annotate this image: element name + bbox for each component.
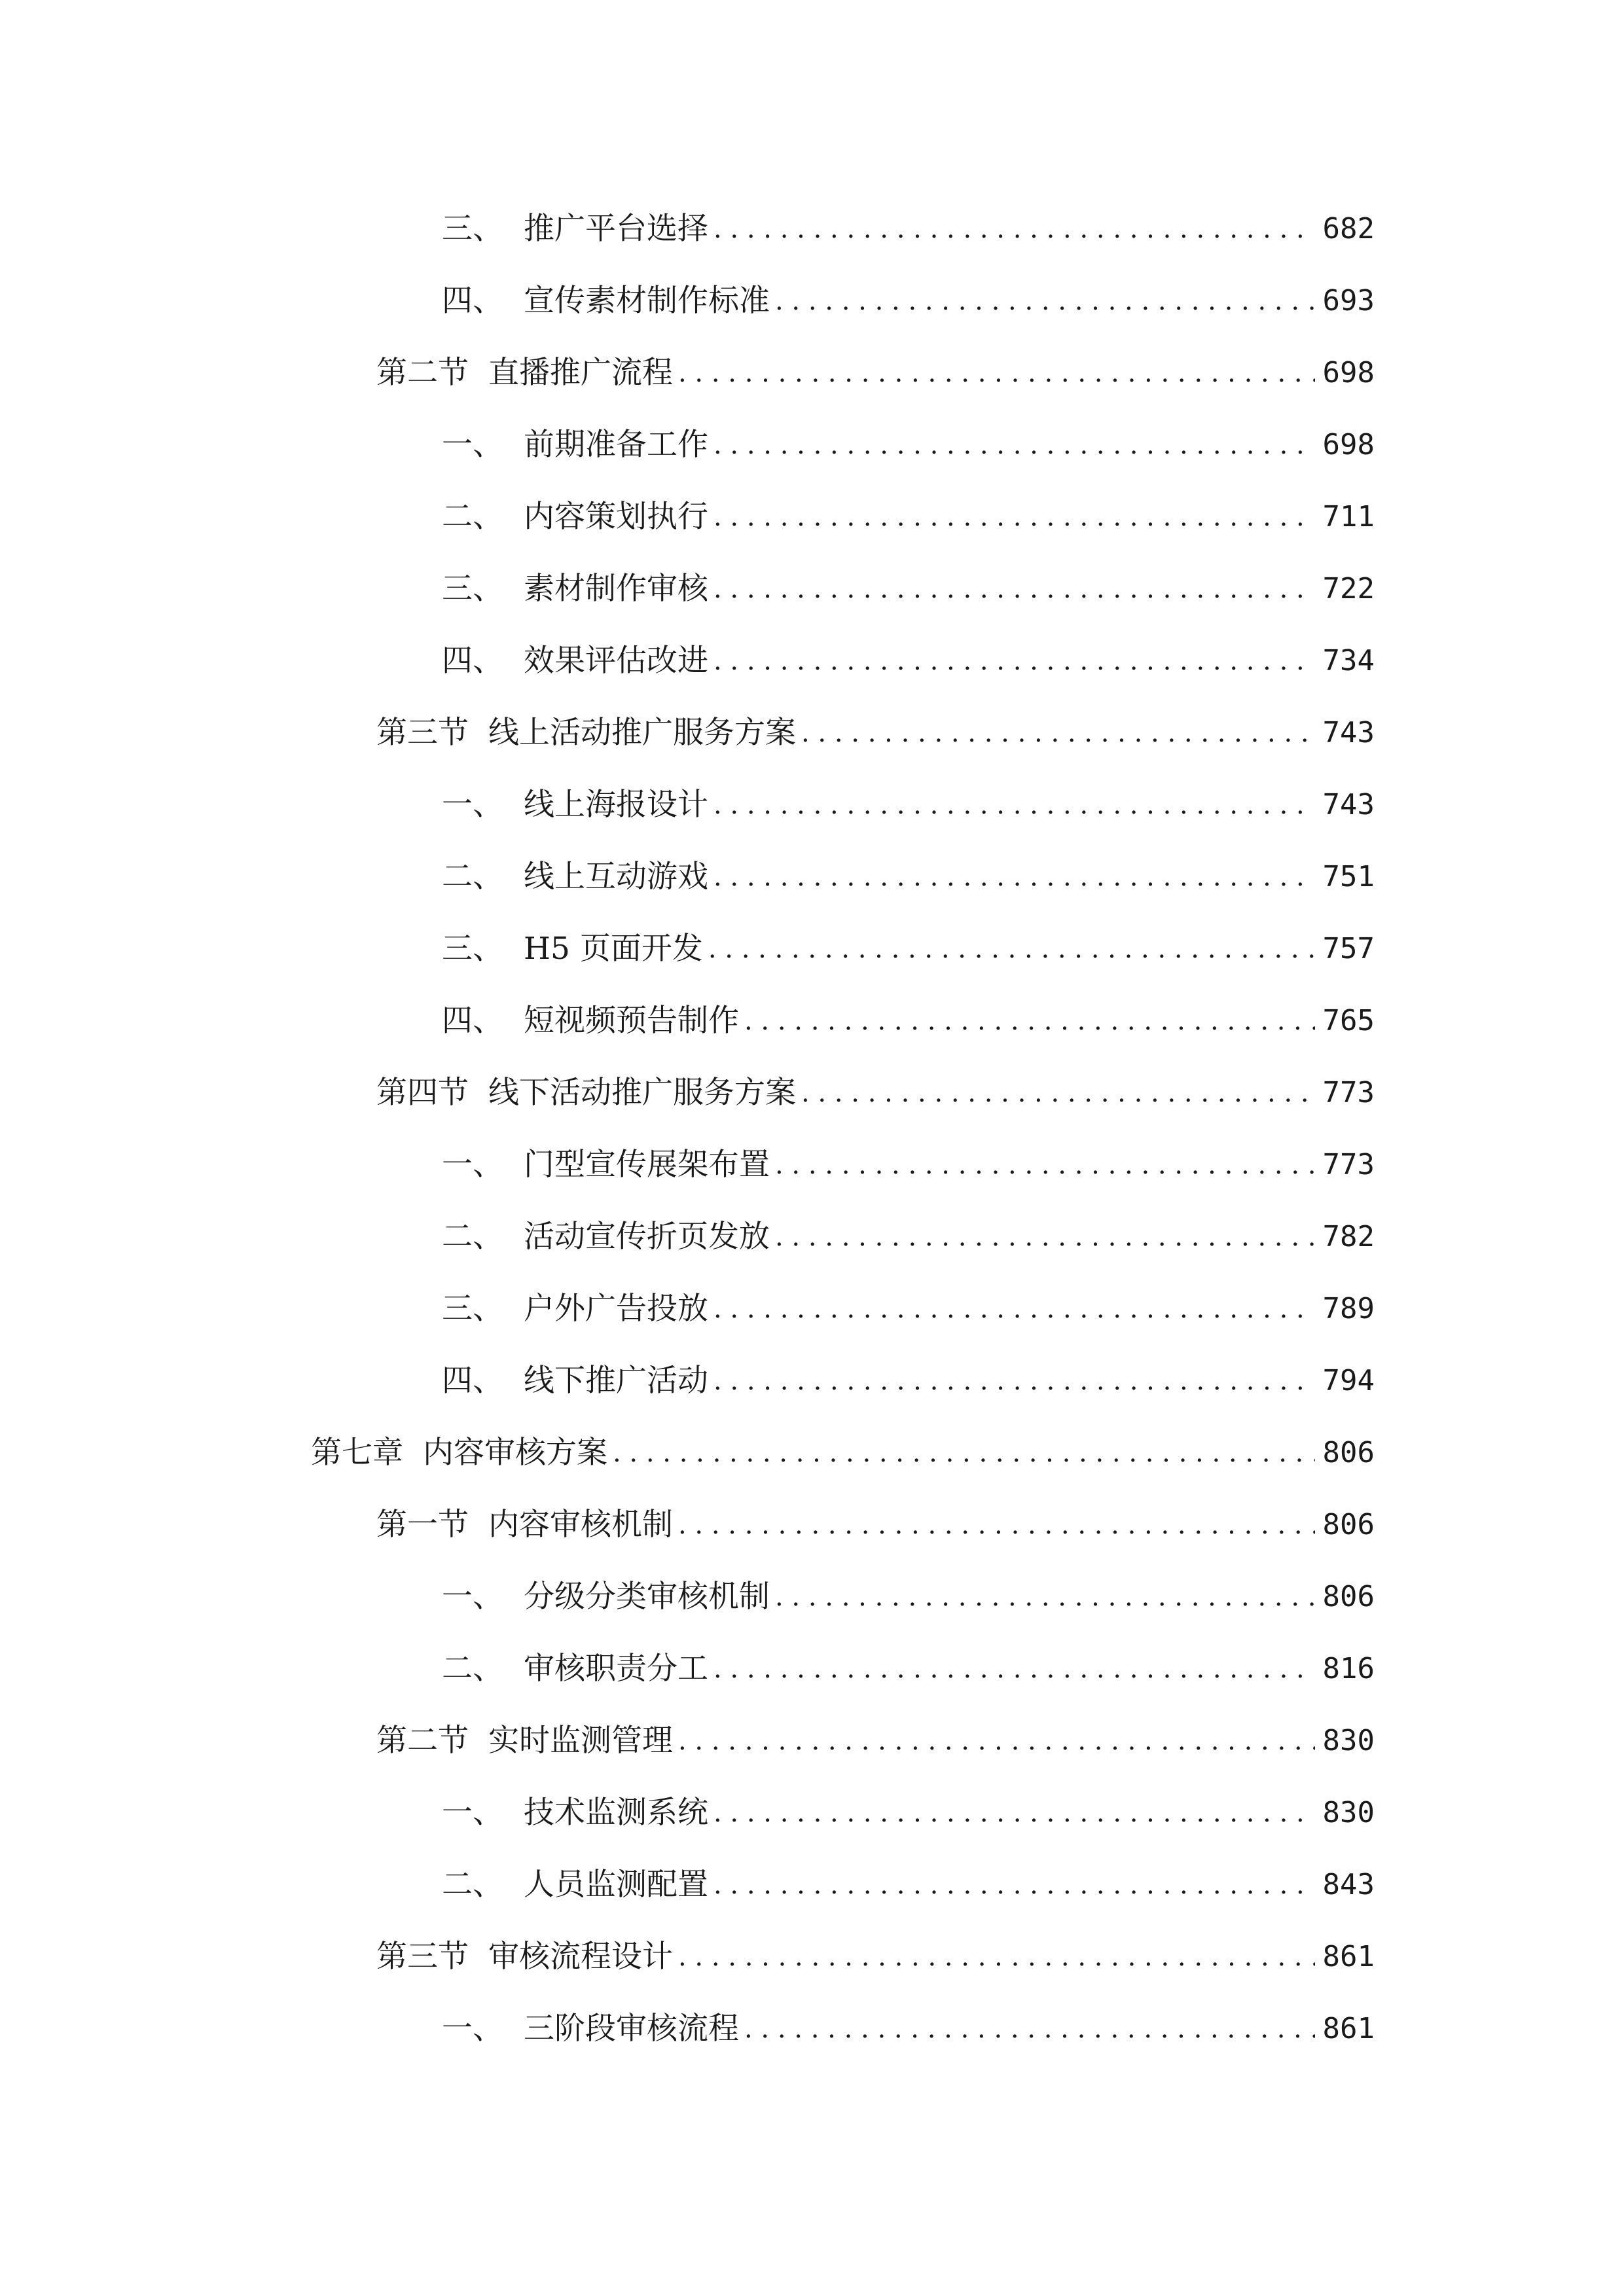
toc-entry-number: 二、 xyxy=(442,859,503,895)
toc-entry-number: 一、 xyxy=(442,427,503,463)
toc-entry[interactable] xyxy=(442,853,1375,901)
toc-entry[interactable] xyxy=(442,1573,1375,1621)
toc-entry-page: 773 xyxy=(1322,1076,1375,1109)
toc-entry[interactable] xyxy=(442,637,1375,685)
toc-dot-leader xyxy=(801,1069,1315,1117)
toc-entry[interactable] xyxy=(376,709,1375,757)
toc-entry-page: 743 xyxy=(1322,716,1375,749)
toc-entry-number: 第二节 xyxy=(376,1723,469,1759)
toc-entry-title: 效果评估改进 xyxy=(524,643,708,679)
toc-entry-number: 第三节 xyxy=(376,1939,469,1975)
toc-entry-title: 线下推广活动 xyxy=(524,1363,708,1399)
toc-entry[interactable] xyxy=(376,1501,1375,1549)
toc-dot-leader xyxy=(678,1717,1315,1765)
toc-entry-title: 素材制作审核 xyxy=(524,571,708,607)
toc-entry-title: 线上活动推广服务方案 xyxy=(488,715,796,751)
toc-entry[interactable] xyxy=(442,2005,1375,2053)
toc-dot-leader xyxy=(678,350,1315,397)
toc-entry-title: 内容策划执行 xyxy=(524,499,708,535)
toc-entry-title: 分级分类审核机制 xyxy=(524,1579,770,1615)
toc-entry-title: 技术监测系统 xyxy=(524,1795,708,1831)
toc-entry-title: 活动宣传折页发放 xyxy=(524,1219,770,1255)
toc-entry-page: 698 xyxy=(1322,428,1375,461)
toc-entry-number: 四、 xyxy=(442,1363,503,1399)
toc-entry-page: 693 xyxy=(1322,284,1375,317)
toc-dot-leader xyxy=(713,206,1315,253)
toc-entry-title: 户外广告投放 xyxy=(524,1291,708,1327)
toc-entry-title: 审核流程设计 xyxy=(488,1939,673,1975)
toc-entry-title: 内容审核机制 xyxy=(488,1507,673,1543)
toc-entry[interactable] xyxy=(442,278,1375,325)
toc-entry[interactable] xyxy=(442,1141,1375,1189)
toc-entry[interactable] xyxy=(442,1213,1375,1261)
toc-dot-leader xyxy=(713,565,1315,613)
toc-dot-leader xyxy=(775,1141,1315,1189)
toc-entry-page: 734 xyxy=(1322,644,1375,677)
toc-entry-title: 线上互动游戏 xyxy=(524,859,708,895)
toc-entry-page: 743 xyxy=(1322,788,1375,821)
toc-entry-number: 第四节 xyxy=(376,1075,469,1111)
toc-entry[interactable] xyxy=(442,1789,1375,1837)
toc-entry[interactable] xyxy=(442,1285,1375,1333)
toc-entry-title: 短视频预告制作 xyxy=(524,1003,739,1039)
toc-entry-page: 782 xyxy=(1322,1220,1375,1253)
toc-entry-page: 830 xyxy=(1322,1796,1375,1829)
toc-dot-leader xyxy=(678,1501,1315,1549)
toc-entry-page: 773 xyxy=(1322,1148,1375,1181)
toc-entry[interactable] xyxy=(442,997,1375,1045)
toc-dot-leader xyxy=(713,1285,1315,1333)
toc-entry-number: 第三节 xyxy=(376,715,469,751)
toc-dot-leader xyxy=(713,1861,1315,1909)
toc-entry-number: 二、 xyxy=(442,1219,503,1255)
toc-dot-leader xyxy=(775,278,1315,325)
toc-entry-page: 861 xyxy=(1322,1940,1375,1973)
toc-entry-page: 816 xyxy=(1322,1652,1375,1685)
toc-dot-leader xyxy=(713,1357,1315,1405)
toc-entry-number: 一、 xyxy=(442,1795,503,1831)
toc-entry-title: 宣传素材制作标准 xyxy=(524,283,770,319)
toc-dot-leader xyxy=(613,1429,1315,1477)
toc-entry-number: 三、 xyxy=(442,211,503,247)
toc-entry[interactable] xyxy=(442,1861,1375,1909)
toc-dot-leader xyxy=(775,1213,1315,1261)
toc-entry-page: 806 xyxy=(1322,1436,1375,1469)
toc-entry-page: 722 xyxy=(1322,572,1375,605)
toc-entry[interactable] xyxy=(442,565,1375,613)
toc-entry[interactable] xyxy=(376,1069,1375,1117)
toc-entry-title: 线上海报设计 xyxy=(524,787,708,823)
toc-entry[interactable] xyxy=(442,206,1375,253)
toc-entry-number: 第二节 xyxy=(376,355,469,391)
toc-entry[interactable] xyxy=(311,1429,1375,1477)
toc-entry-page: 757 xyxy=(1322,932,1375,965)
toc-entry[interactable] xyxy=(442,1645,1375,1693)
toc-entry[interactable] xyxy=(442,493,1375,541)
toc-dot-leader xyxy=(713,637,1315,685)
toc-entry-page: 765 xyxy=(1322,1004,1375,1037)
toc-entry-page: 806 xyxy=(1322,1580,1375,1613)
toc-entry-number: 一、 xyxy=(442,787,503,823)
toc-dot-leader xyxy=(713,853,1315,901)
toc-entry-number: 四、 xyxy=(442,283,503,319)
toc-dot-leader xyxy=(744,2005,1315,2053)
toc-entry-number: 一、 xyxy=(442,1147,503,1183)
toc-dot-leader xyxy=(713,1645,1315,1693)
toc-entry-number: 三、 xyxy=(442,571,503,607)
toc-entry-number: 二、 xyxy=(442,499,503,535)
toc-entry-number: 四、 xyxy=(442,1003,503,1039)
toc-entry-number: 第一节 xyxy=(376,1507,469,1543)
toc-entry-number: 一、 xyxy=(442,2011,503,2047)
toc-entry[interactable] xyxy=(442,781,1375,829)
toc-dot-leader xyxy=(775,1573,1315,1621)
toc-entry-number: 三、 xyxy=(442,931,503,967)
toc-dot-leader xyxy=(713,781,1315,829)
toc-entry-page: 751 xyxy=(1322,860,1375,893)
toc-entry-title: 推广平台选择 xyxy=(524,211,708,247)
toc-entry-number: 一、 xyxy=(442,1579,503,1615)
toc-entry-title: 内容审核方案 xyxy=(423,1435,607,1471)
toc-entry-title: 线下活动推广服务方案 xyxy=(488,1075,796,1111)
toc-dot-leader xyxy=(801,709,1315,757)
toc-entry-title: H5 页面开发 xyxy=(524,931,703,967)
toc-entry[interactable] xyxy=(442,925,1375,973)
toc-entry-page: 861 xyxy=(1322,2012,1375,2045)
toc-entry-page: 794 xyxy=(1322,1364,1375,1397)
toc-dot-leader xyxy=(744,997,1315,1045)
toc-entry-page: 830 xyxy=(1322,1724,1375,1757)
toc-entry-title: 审核职责分工 xyxy=(524,1651,708,1687)
toc-entry-number: 第七章 xyxy=(311,1435,403,1471)
toc-entry-page: 711 xyxy=(1322,500,1375,533)
toc-entry-number: 二、 xyxy=(442,1651,503,1687)
toc-entry[interactable] xyxy=(442,1357,1375,1405)
toc-entry-title: 直播推广流程 xyxy=(488,355,673,391)
toc-entry-page: 698 xyxy=(1322,356,1375,389)
toc-entry-page: 843 xyxy=(1322,1868,1375,1901)
toc-entry-page: 806 xyxy=(1322,1508,1375,1541)
toc-entry-page: 682 xyxy=(1322,212,1375,245)
toc-entry[interactable] xyxy=(376,350,1375,397)
toc-entry-page: 789 xyxy=(1322,1292,1375,1325)
toc-entry[interactable] xyxy=(376,1717,1375,1765)
toc-entry-title: 三阶段审核流程 xyxy=(524,2011,739,2047)
toc-entry[interactable] xyxy=(442,422,1375,469)
toc-entry-title: 实时监测管理 xyxy=(488,1723,673,1759)
toc-entry-number: 四、 xyxy=(442,643,503,679)
toc-dot-leader xyxy=(713,1789,1315,1837)
toc-entry-number: 三、 xyxy=(442,1291,503,1327)
toc-dot-leader xyxy=(708,925,1315,973)
toc-entry-number: 二、 xyxy=(442,1867,503,1903)
toc-dot-leader xyxy=(678,1933,1315,1981)
toc-entry-title: 门型宣传展架布置 xyxy=(524,1147,770,1183)
toc-dot-leader xyxy=(713,493,1315,541)
toc-entry-title: 人员监测配置 xyxy=(524,1867,708,1903)
toc-entry-title: 前期准备工作 xyxy=(524,427,708,463)
toc-entry[interactable] xyxy=(376,1933,1375,1981)
toc-dot-leader xyxy=(713,422,1315,469)
